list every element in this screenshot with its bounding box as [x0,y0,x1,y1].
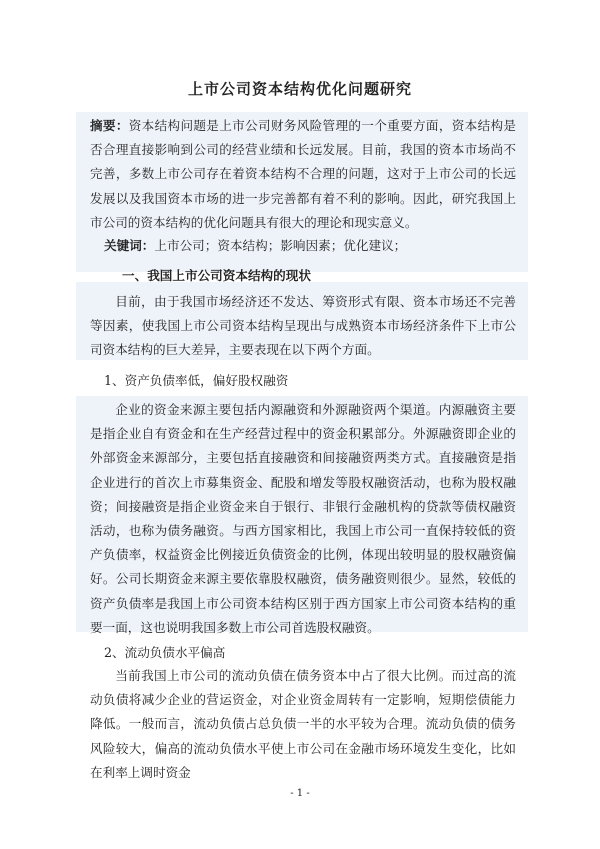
subsection-heading-1: 1、资产负债率低，偏好股权融资 [104,373,289,388]
keywords-text: 上市公司；资本结构；影响因素；优化建议； [154,238,407,253]
subsection1-paragraph: 企业的资金来源主要包括内源融资和外源融资两个渠道。内源融资主要是指企业自有资金和在生产经营过程中的资金积累部分。外源融资即企业的外部资金来源部分，主要包括直接融资和间接融资两类方式。直接融资是指企业进行的首次上市募集资金、配股和增发等股权融资活动，也称为股权融资；间接融资是指企业资金来自于银行、非银行金融机构的贷款等债权融资活动，也称为债务融资。与西方国家相比，我国上市公司一直保持较低的资产负债率，权益资金比例接近负债资金的比例，体现出较明显的股权融资偏好。公司长期资金来源主要依靠股权融资，债务融资则很少。显然，较低的资产负债率是我国上市公司资本结构区别于西方国家上市公司资本结构的重要一面，这也说明我国多数上市公司首选股权融资。 [90,402,516,635]
subsection-heading-2: 2、流动负债水平偏高 [104,645,226,660]
abstract-label: 摘要： [90,118,129,133]
abstract-paragraph [90,114,516,235]
subsection2-paragraph: 当前我国上市公司的流动负债在债务资本中占了很大比例。而过高的流动负债将减少企业的营运资金，对企业资金周转有一定影响，短期偿债能力降低。一般而言，流动负债占总负债一半的水平较为合理。流动负债的债务风险较大，偏高的流动负债水平使上市公司在金融市场环境发生变化，比如在利率上调时资金 [90,668,516,780]
abstract-text: 资本结构问题是上市公司财务风险管理的一个重要方面，资本结构是否合理直接影响到公司的经营业绩和长远发展。目前，我国的资本市场尚不完善，多数上市公司存在着资本结构不合理的问题，这对于上市公司的长远发展以及我国资本市场的进一步完善都有着不利的影响。因此，研究我国上市公司的资本结构的优化问题具有很大的理论和现实意义。 [90,118,517,230]
page-number: - 1 - [290,788,310,799]
section-heading-1: 一、我国上市公司资本结构的现状 [122,268,311,283]
section1-intro: 目前，由于我国市场经济还不发达、筹资形式有限、资本市场还不完善等因素，使我国上市公司资本结构呈现出与成熟资本市场经济条件下上市公司资本结构的巨大差异，主要表现在以下两个方面。 [90,294,516,358]
keywords-paragraph [104,234,516,258]
keywords-label: 关键词： [104,238,155,253]
page-title: 上市公司资本结构优化问题研究 [187,80,412,98]
